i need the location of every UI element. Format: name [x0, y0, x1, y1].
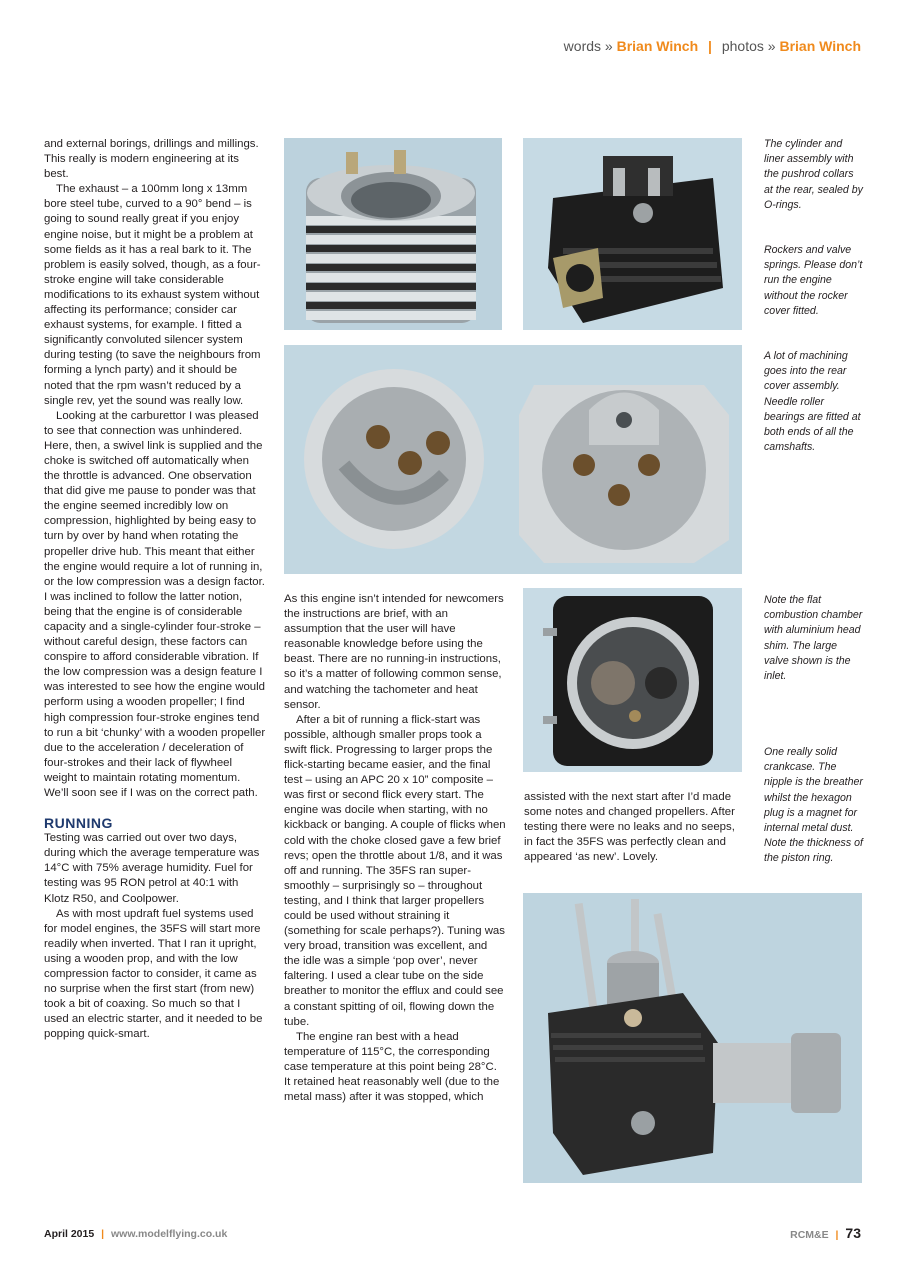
footer-separator-right: |: [835, 1229, 839, 1241]
caption-cylinder: The cylinder and liner assembly with the pushrod collars at the rear, sealed by O-rings.: [764, 138, 863, 211]
paragraph: and external borings, drillings and millings. This really is modern engineering at its best.: [44, 138, 259, 181]
footer-url: www.modelflying.co.uk: [111, 1228, 228, 1240]
byline-photos-label: photos »: [721, 38, 776, 54]
paragraph: The exhaust – a 100mm long x 13mm bore steel tube, curved to a 90° bend – is going to sound really great if you enjoy engine noise, but it might be a problem at some fields as it has a real bark to it. The problem is easily solved, though, as a four-stroke engine will take considerable modifications to its exhaust system without affecting its performance; consider car exhaust systems, for example. I fitted a significantly convoluted silencer system during testing (to save the neighbours from forming a lynch party) and it should be noted that the rpm wasn’t reduced by a single rev, yet the sound was really low.: [44, 183, 261, 407]
caption-rear-cover: A lot of machining goes into the rear cover assembly. Needle roller bearings are fitted at both ends of all the camshafts.: [764, 350, 861, 454]
page-number: 73: [845, 1225, 861, 1241]
caption-rockers: Rockers and valve springs. Please don’t run the engine without the rocker cover fitted.: [764, 244, 863, 317]
crankcase-photo: [523, 893, 862, 1183]
footer-left: [44, 1228, 227, 1240]
paragraph: The engine ran best with a head temperature of 115°C, the corresponding case temperature at this point being 28°C. It retained heat reasonably well (due to the metal mass) after it was stopped, which: [284, 1030, 500, 1104]
paragraph: Testing was carried out over two days, during which the average temperature was 14°C with 75% average humidity. Fuel for testing was 95 RON petrol at 40:1 with Klotz R50, and Coolpower.: [44, 832, 260, 905]
footer-date: April 2015: [44, 1228, 95, 1240]
byline-separator: |: [708, 38, 712, 54]
article-column-3: [524, 790, 746, 865]
paragraph: As this engine isn’t intended for newcomers the instructions are brief, with an assumption that the user will have reasonable knowledge before using the beast. There are no running-in instructions, so it’s a matter of following common sense, and watching the tachometer and heat sensor.: [284, 593, 504, 711]
caption-crankcase: One really solid crankcase. The nipple is the breather whilst the hexagon plug is a magnet for internal metal dust. Note the thickness of the piston ring.: [764, 746, 863, 865]
footer-right: [790, 1225, 861, 1241]
article-column-1: [44, 137, 266, 1042]
rockers-valve-springs-photo: [523, 138, 742, 330]
footer-magazine: RCM&E: [790, 1229, 829, 1241]
paragraph: After a bit of running a flick-start was possible, although smaller props took a swift flick. Progressing to larger props the flick-starting became easier, and the final test – using an APC 20 x 10” composite – was first or second flick every start. The engine was docile when starting, with no kickback or banging. A couple of flicks when cold with the choke closed gave a few brief revs; open the throttle about 1/8, and it was off and running. The 35FS ran super-smoothly – surprisingly so – throughout testing, and I think that larger propellers could be used without straining it (something for scale perhaps?). Tuning was very broad, transition was excellent, and the idle was a simple ‘pop over’, never faltering. I used a clear tube on the side breather to monitor the efflux and could see a constant spitting of oil, flowing down the tube.: [284, 713, 506, 1028]
byline-words-label: words »: [563, 38, 613, 54]
paragraph: Looking at the carburettor I was pleased to see that connection was unhindered. Here, then, a swivel link is supplied and the choke is switched off automatically when the throttle is advanced. One observation that did give me pause to ponder was that the engine seemed incredibly low on compression, highlighted by being easy to turn by over by hand when rotating the propeller drive hub. This meant that either the engine would require a lot of running in, or the low compression was a design factor. I was inclined to follow the latter notion, being that the engine is of considerable capacity and a single-cylinder four-stroke – without careful design, these factors can conspire to afford considerable vibration. If the low compression was a design feature I was interested to see how the engine would perform using a wooden propeller; I find high compression four-stroke engines tend to run a bit ‘chunky’ with a wooden propeller due to the acceleration / deceleration of four-strokes and their lack of flywheel weight to maintain rotating momentum. We’ll soon see if I was on the correct path.: [44, 409, 266, 800]
byline-photos-author: Brian Winch: [779, 38, 861, 54]
section-heading-running: RUNNING: [44, 815, 113, 832]
byline: [564, 38, 861, 54]
byline-words-author: Brian Winch: [616, 38, 699, 54]
article-column-2: [284, 592, 506, 1105]
rear-cover-assembly-photo: [284, 345, 742, 574]
paragraph: assisted with the next start after I’d made some notes and changed propellers. After testing there were no leaks and no seeps, in fact the 35FS was perfectly clean and appeared ‘as new’. Lovely.: [524, 791, 735, 864]
footer-separator: |: [101, 1228, 105, 1240]
paragraph: As with most updraft fuel systems used for model engines, the 35FS will start more readily when inverted. That I ran it upright, using a wooden prop, and with the low compression factor to consider, it came as no surprise when the first start (from new) took a bit of coaxing. So much so that I used an electric starter, and it needed to be popping quick-smart.: [44, 907, 263, 1041]
combustion-chamber-photo: [523, 588, 742, 772]
cylinder-liner-photo: [284, 138, 502, 330]
caption-combustion-chamber: Note the flat combustion chamber with aluminium head shim. The large valve shown is the inlet.: [764, 594, 863, 683]
